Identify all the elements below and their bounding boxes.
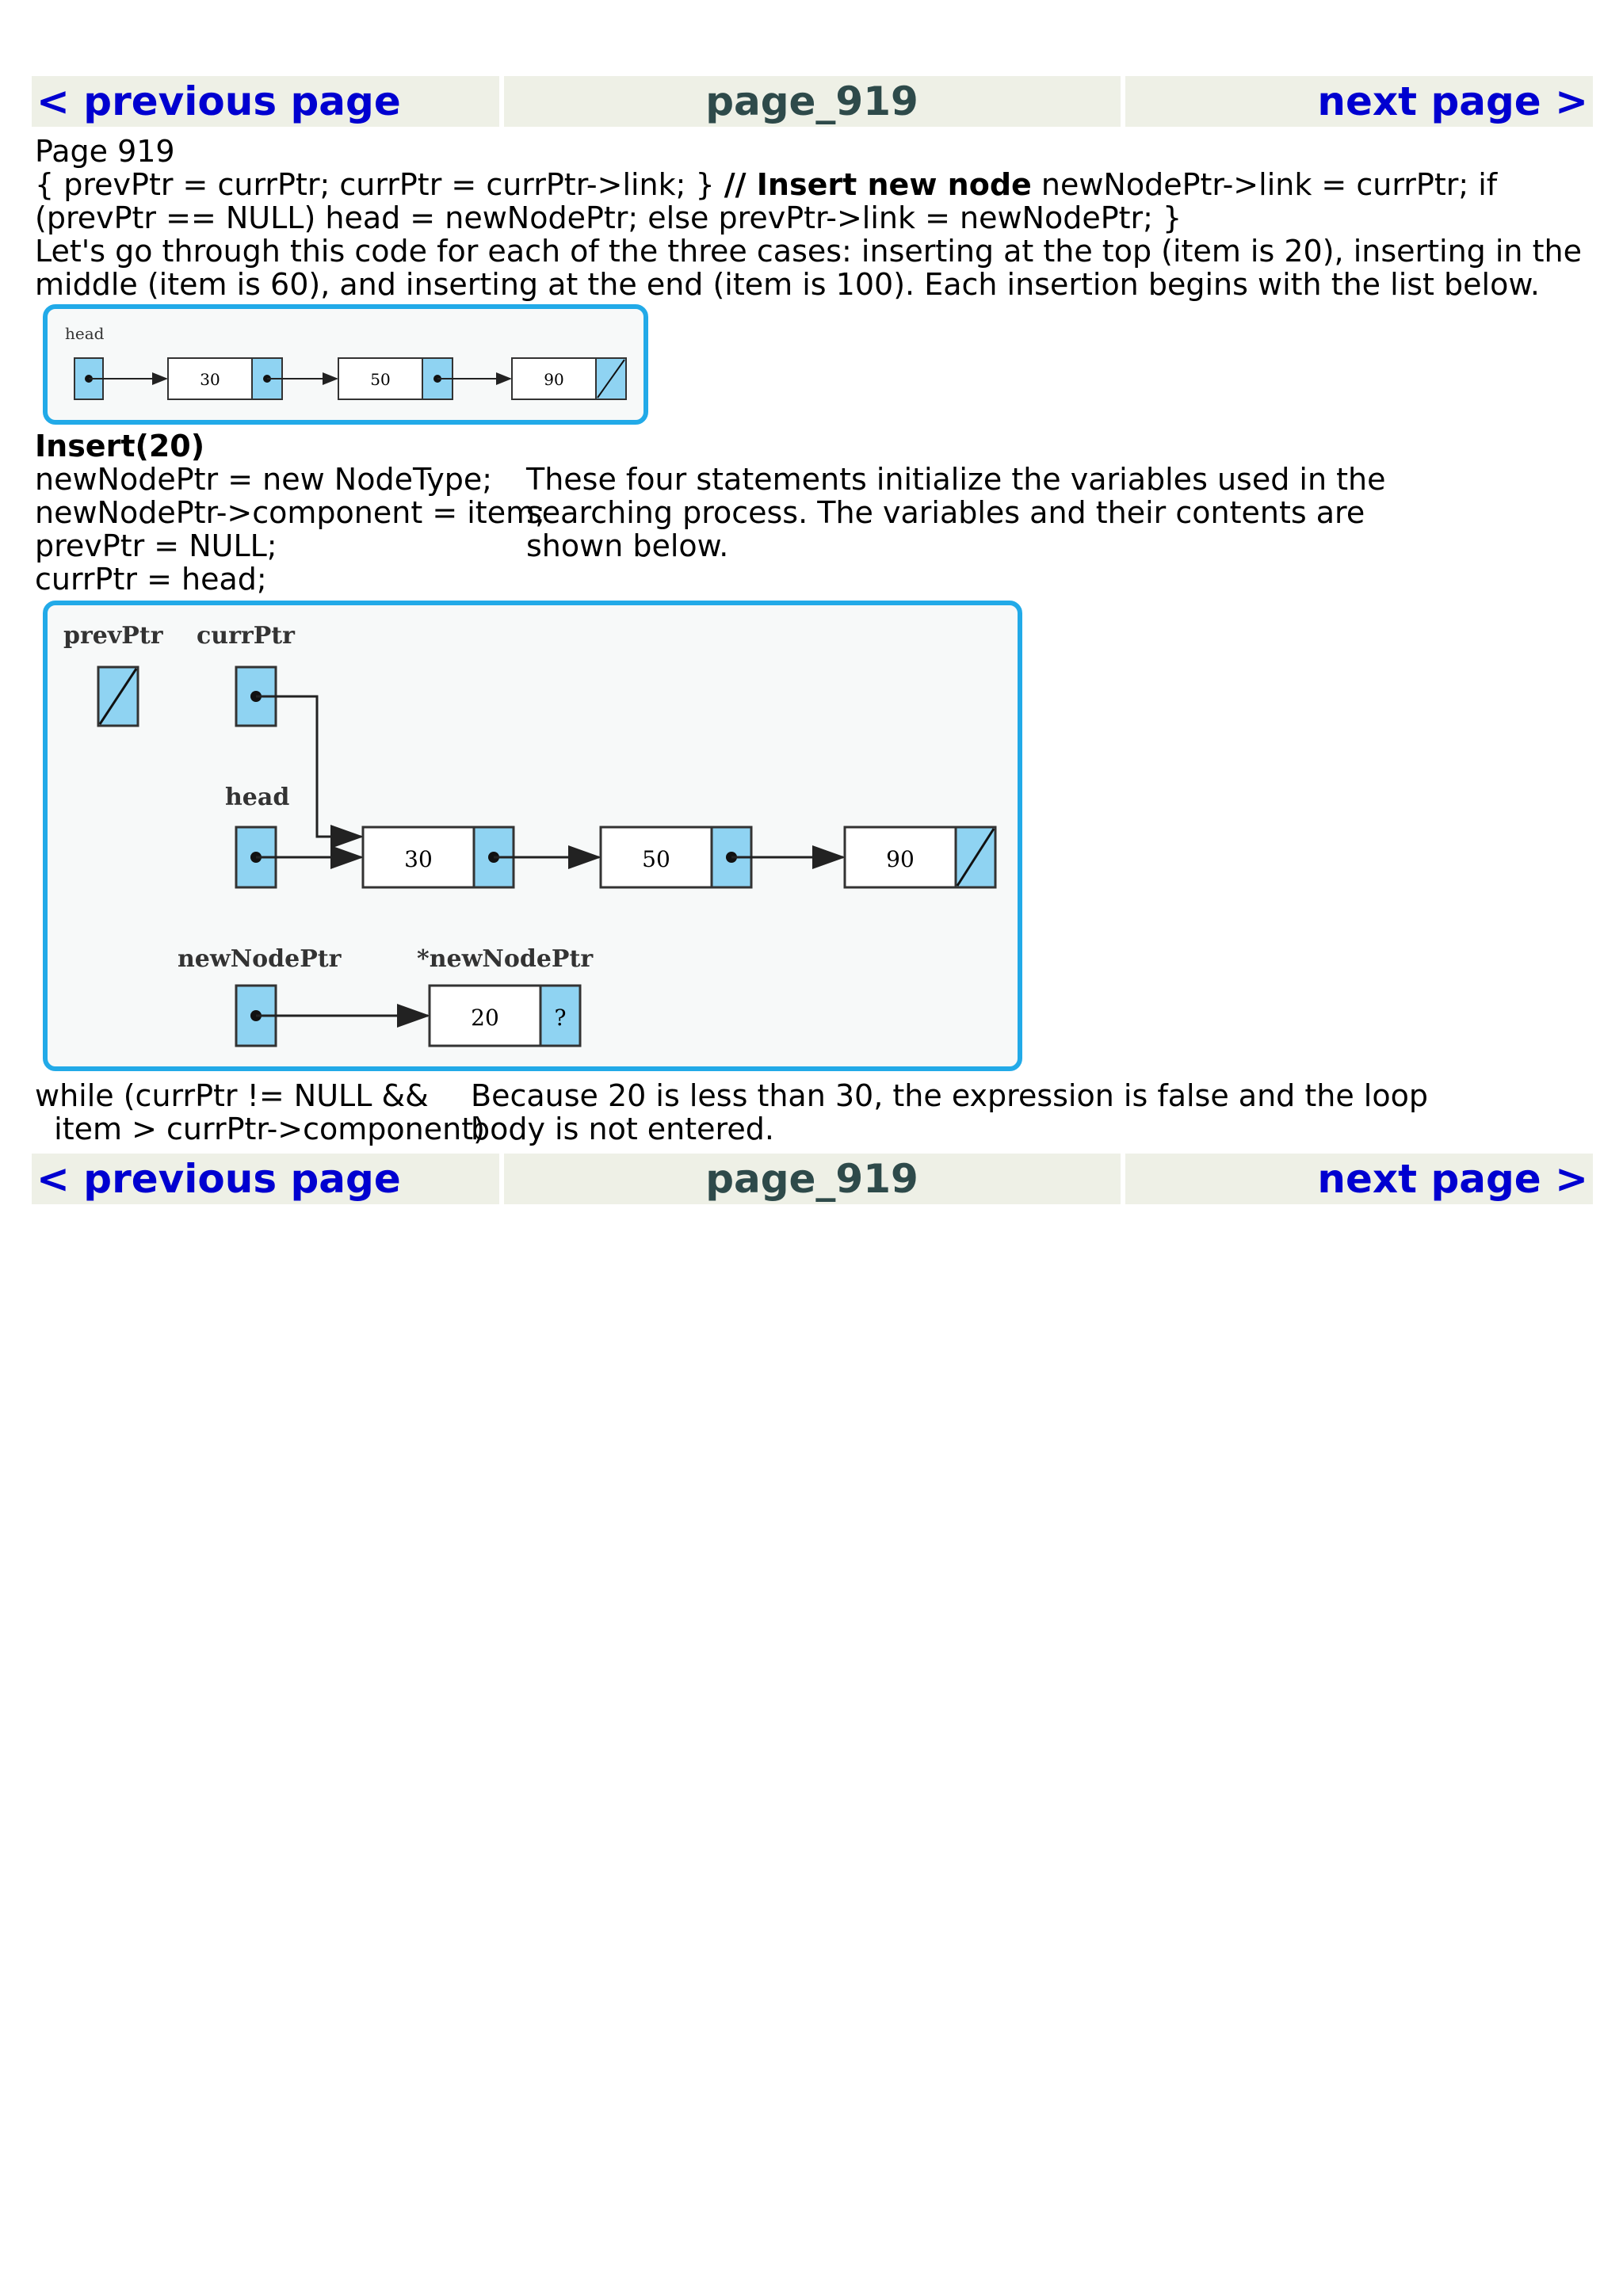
newnodeptr-label: newNodePtr — [178, 945, 342, 973]
initial-list-diagram — [43, 304, 648, 425]
top-navbar — [32, 76, 1593, 127]
while-description-line: Because 20 is less than 30, the expression is false and the loop — [471, 1078, 1428, 1113]
stmt-line: newNodePtr = new NodeType; — [35, 462, 493, 497]
node-value: 90 — [544, 370, 564, 389]
page-title: page_919 — [504, 76, 1121, 127]
previous-page-link[interactable]: < previous page — [32, 76, 499, 127]
deref-newnodeptr-label: *newNodePtr — [417, 945, 594, 973]
stmt-line: prevPtr = NULL; — [35, 528, 277, 563]
node-value: 30 — [404, 846, 433, 872]
page-number: Page 919 — [35, 134, 175, 169]
new-node-value: 20 — [471, 1005, 499, 1031]
currptr-label: currPtr — [197, 622, 295, 650]
head-label: head — [65, 324, 105, 343]
stmt-line: newNodePtr->component = item; — [35, 495, 545, 530]
node-value: 90 — [886, 846, 915, 872]
intro-line-1: Let's go through this code for each of the three cases: inserting at the top (item is 20), inserting in the — [35, 234, 1582, 269]
code-line-1 — [35, 168, 1497, 201]
stmt-description-line: These four statements initialize the variables used in the — [526, 462, 1386, 497]
new-node-link-value: ? — [554, 1005, 567, 1031]
node-value: 50 — [642, 846, 670, 872]
stmt-description-line: shown below. — [526, 528, 729, 563]
next-page-link[interactable]: next page > — [1125, 1154, 1594, 1204]
prevptr-label: prevPtr — [63, 622, 163, 650]
next-page-link[interactable]: next page > — [1125, 76, 1594, 127]
variables-svg — [48, 605, 1018, 1066]
code-segment: newNodePtr->link = currPtr; if — [1031, 167, 1498, 202]
node-value: 50 — [370, 370, 391, 389]
bottom-navbar — [32, 1154, 1593, 1204]
while-line: item > currPtr->component) — [35, 1112, 485, 1146]
section-title: Insert(20) — [35, 429, 205, 463]
previous-page-link[interactable]: < previous page — [32, 1154, 499, 1204]
node-value: 30 — [200, 370, 220, 389]
variables-diagram — [43, 601, 1022, 1071]
initial-list-svg — [48, 309, 643, 420]
stmt-description-line: searching process. The variables and their contents are — [526, 495, 1365, 530]
while-line: while (currPtr != NULL && — [35, 1078, 429, 1113]
code-line-2: (prevPtr == NULL) head = newNodePtr; else prevPtr->link = newNodePtr; } — [35, 200, 1182, 235]
head-label: head — [225, 784, 290, 811]
while-description-line: body is not entered. — [471, 1112, 774, 1146]
stmt-line: currPtr = head; — [35, 562, 267, 597]
code-comment: // Insert new node — [724, 167, 1032, 202]
code-segment: { prevPtr = currPtr; currPtr = currPtr->link; } — [35, 167, 724, 202]
intro-line-2: middle (item is 60), and inserting at the end (item is 100). Each insertion begins with the list below. — [35, 267, 1540, 302]
page-title: page_919 — [504, 1154, 1121, 1204]
